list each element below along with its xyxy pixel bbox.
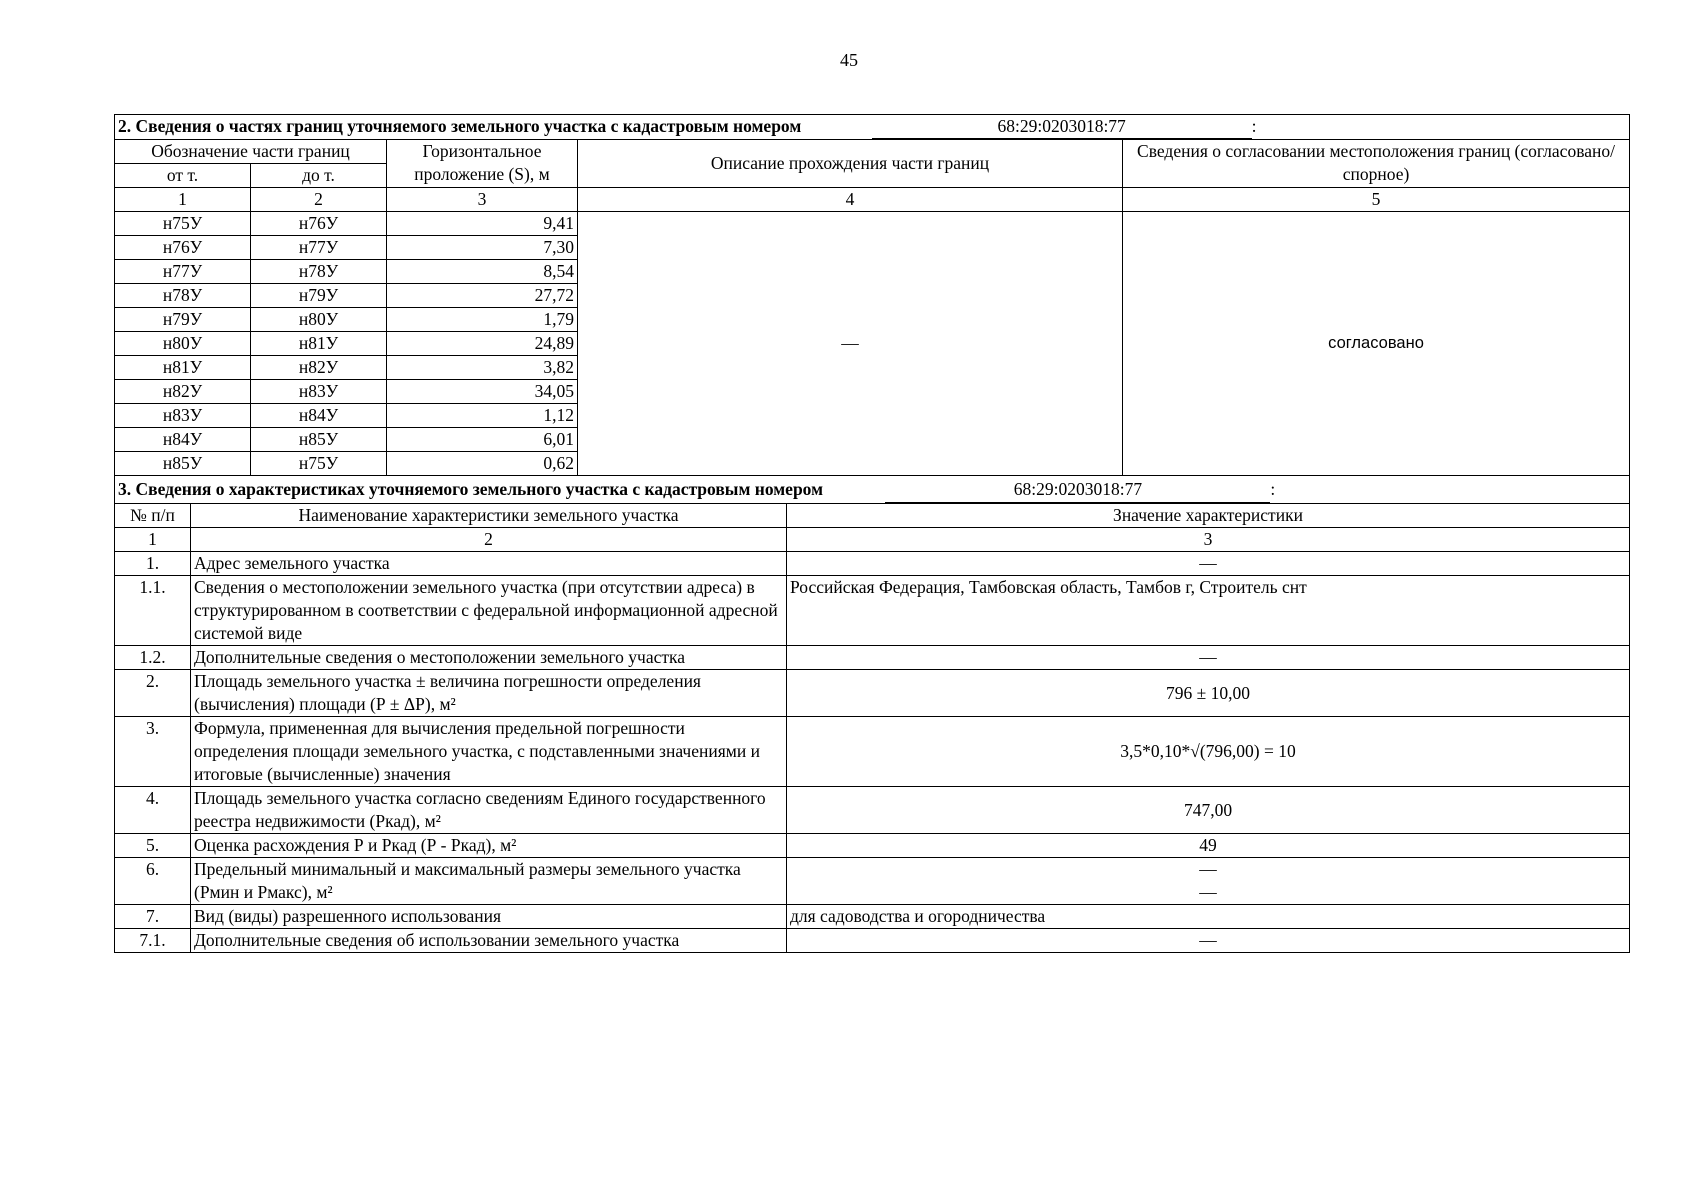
section2-cadastral-number: 68:29:0203018:77 [872, 115, 1252, 139]
section2-title-row: 2. Сведения о частях границ уточняемого земельного участка с кадастровым номером 68:29:0203018:77 : [115, 115, 1630, 140]
from-point: н75У [115, 212, 251, 236]
to-point: н76У [251, 212, 387, 236]
length-value: 9,41 [387, 212, 578, 236]
length-value: 0,62 [387, 452, 578, 476]
boundary-parts-table [114, 114, 1630, 476]
row-number: 4. [115, 787, 191, 834]
table-row [115, 717, 1630, 787]
header-to: до т. [251, 164, 387, 188]
header-length: Горизонтальное проложение (S), м [387, 140, 578, 188]
table-row [115, 905, 1630, 929]
length-value: 3,82 [387, 356, 578, 380]
from-point: н79У [115, 308, 251, 332]
to-point: н81У [251, 332, 387, 356]
col-number: 2 [191, 528, 787, 552]
table-row [115, 670, 1630, 717]
col-number: 4 [578, 188, 1123, 212]
page-number: 45 [840, 50, 858, 70]
row-name: Сведения о местоположении земельного участка (при отсутствии адреса) в структурированном в соответствии с федеральной информационной адресной системой виде [191, 576, 787, 646]
table-row [115, 576, 1630, 646]
table-row [115, 858, 1630, 905]
row-name: Предельный минимальный и максимальный размеры земельного участка (Рмин и Рмакс), м² [191, 858, 787, 905]
row-value: — [787, 552, 1630, 576]
row-value: для садоводства и огородничества [787, 905, 1630, 929]
row-value: 796 ± 10,00 [787, 670, 1630, 717]
row-name: Формула, примененная для вычисления предельной погрешности определения площади земельного участка, с подставленными значениями и итоговые (вычисленные) значения [191, 717, 787, 787]
row-value-max: — [1199, 882, 1217, 902]
from-point: н78У [115, 284, 251, 308]
length-value: 1,79 [387, 308, 578, 332]
length-value: 27,72 [387, 284, 578, 308]
col-number: 2 [251, 188, 387, 212]
row-name: Дополнительные сведения об использовании земельного участка [191, 929, 787, 953]
row-number: 6. [115, 858, 191, 905]
header-from: от т. [115, 164, 251, 188]
to-point: н85У [251, 428, 387, 452]
agreement-value: согласовано [1123, 212, 1630, 476]
row-value: 3,5*0,10*√(796,00) = 10 [787, 717, 1630, 787]
col-number: 1 [115, 188, 251, 212]
from-point: н80У [115, 332, 251, 356]
row-number: 1.2. [115, 646, 191, 670]
characteristics-table [114, 475, 1630, 953]
header-designation: Обозначение части границ [115, 140, 387, 164]
header-value: Значение характеристики [787, 504, 1630, 528]
header-agreement: Сведения о согласовании местоположения границ (согласовано/спорное) [1123, 140, 1630, 188]
row-number: 2. [115, 670, 191, 717]
row-name: Адрес земельного участка [191, 552, 787, 576]
row-name: Площадь земельного участка согласно сведениям Единого государственного реестра недвижимости (Ркад), м² [191, 787, 787, 834]
row-value: 49 [787, 834, 1630, 858]
to-point: н75У [251, 452, 387, 476]
col-number: 1 [115, 528, 191, 552]
from-point: н82У [115, 380, 251, 404]
row-name: Площадь земельного участка ± величина погрешности определения (вычисления) площади (Р ± ΔР), м² [191, 670, 787, 717]
to-point: н80У [251, 308, 387, 332]
from-point: н85У [115, 452, 251, 476]
table-row [115, 787, 1630, 834]
row-name: Дополнительные сведения о местоположении земельного участка [191, 646, 787, 670]
row-value: — [787, 929, 1630, 953]
length-value: 6,01 [387, 428, 578, 452]
row-number: 7.1. [115, 929, 191, 953]
row-number: 7. [115, 905, 191, 929]
from-point: н76У [115, 236, 251, 260]
from-point: н81У [115, 356, 251, 380]
col-number: 3 [387, 188, 578, 212]
table-row [115, 834, 1630, 858]
section2-title: 2. Сведения о частях границ уточняемого земельного участка с кадастровым номером [118, 116, 802, 136]
row-value: Российская Федерация, Тамбовская область, Тамбов г, Строитель снт [787, 576, 1630, 646]
length-value: 1,12 [387, 404, 578, 428]
document-body [114, 114, 1629, 953]
from-point: н83У [115, 404, 251, 428]
row-value-minmax [787, 858, 1630, 905]
table-row [115, 646, 1630, 670]
from-point: н77У [115, 260, 251, 284]
row-number: 1. [115, 552, 191, 576]
row-number: 3. [115, 717, 191, 787]
row-number: 1.1. [115, 576, 191, 646]
from-point: н84У [115, 428, 251, 452]
table-row [115, 552, 1630, 576]
header-num: № п/п [115, 504, 191, 528]
header-name: Наименование характеристики земельного участка [191, 504, 787, 528]
row-value: — [787, 646, 1630, 670]
row-value: 747,00 [787, 787, 1630, 834]
to-point: н78У [251, 260, 387, 284]
row-name: Оценка расхождения Р и Ркад (Р - Ркад), м² [191, 834, 787, 858]
length-value: 8,54 [387, 260, 578, 284]
col-number: 5 [1123, 188, 1630, 212]
to-point: н83У [251, 380, 387, 404]
table-row [115, 929, 1630, 953]
col-number: 3 [787, 528, 1630, 552]
to-point: н84У [251, 404, 387, 428]
length-value: 7,30 [387, 236, 578, 260]
length-value: 24,89 [387, 332, 578, 356]
length-value: 34,05 [387, 380, 578, 404]
row-name: Вид (виды) разрешенного использования [191, 905, 787, 929]
row-number: 5. [115, 834, 191, 858]
to-point: н82У [251, 356, 387, 380]
section3-title-row: 3. Сведения о характеристиках уточняемого земельного участка с кадастровым номером 68:29:0203018:77 : [115, 476, 1630, 504]
table-row [115, 212, 1630, 236]
to-point: н79У [251, 284, 387, 308]
section3-cadastral-number: 68:29:0203018:77 [885, 476, 1270, 503]
header-description: Описание прохождения части границ [578, 140, 1123, 188]
row-value-min: — [1199, 859, 1217, 879]
section3-title: 3. Сведения о характеристиках уточняемого земельного участка с кадастровым номером [118, 479, 824, 499]
to-point: н77У [251, 236, 387, 260]
description-value: — [578, 212, 1123, 476]
